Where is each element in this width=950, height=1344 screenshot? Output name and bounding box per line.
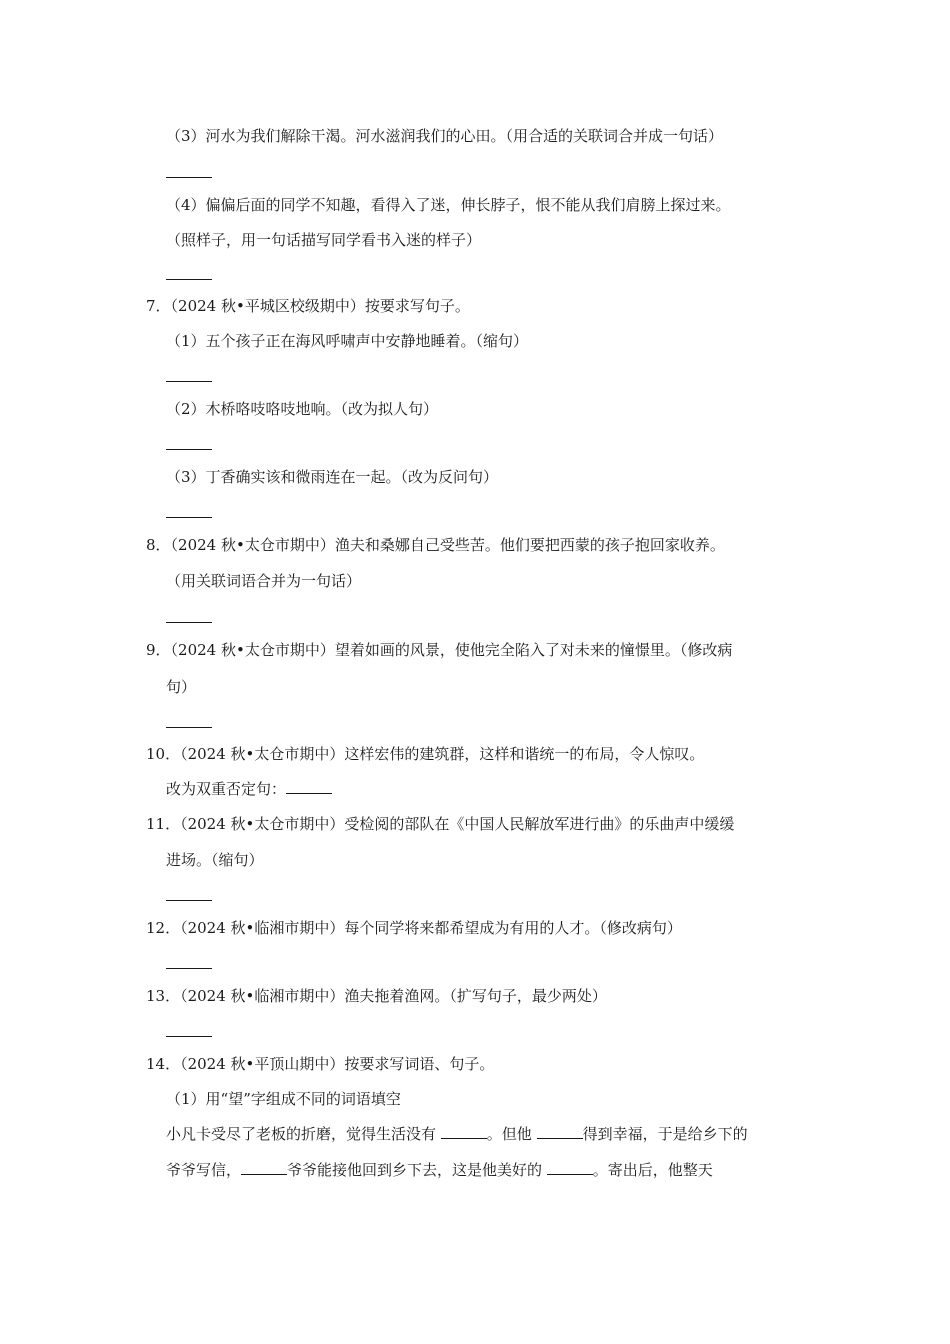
q6-3-text: （3）河水为我们解除干渴。河水滋润我们的心田。（用合适的关联词合并成一句话） [166, 127, 724, 145]
q14-1-text: （1）用“望”字组成不同的词语填空 [166, 1090, 401, 1108]
answer-blank[interactable] [166, 900, 212, 901]
q10-instruction-label: 改为双重否定句： [166, 780, 287, 798]
q14-passage-line1 [166, 1124, 748, 1144]
q7-3-text: （3）丁香确实该和微雨连在一起。（改为反问句） [166, 468, 499, 486]
q8-text: 8．（2024 秋•太仓市期中）渔夫和桑娜自己受些苦。他们要把西蒙的孩子抱回家收养。 [146, 536, 725, 554]
q7-1-text: （1）五个孩子正在海风呼啸声中安静地睡着。（缩句） [166, 332, 529, 350]
answer-blank[interactable] [166, 177, 212, 178]
answer-blank[interactable] [166, 517, 212, 518]
q8-instruction: （用关联词语合并为一句话） [166, 572, 362, 590]
answer-blank[interactable] [166, 968, 212, 969]
answer-blank[interactable] [166, 1036, 212, 1037]
passage-text: 。寄出后，他整天 [592, 1161, 713, 1179]
passage-text: 。但他 [486, 1125, 537, 1143]
answer-blank[interactable] [166, 279, 212, 280]
q7-heading: 7．（2024 秋•平城区校级期中）按要求写句子。 [146, 297, 470, 315]
answer-blank[interactable] [166, 727, 212, 728]
q6-4-instruction: （照样子，用一句话描写同学看书入迷的样子） [166, 231, 482, 249]
passage-text: 爷爷能接他回到乡下去，这是他美好的 [287, 1161, 547, 1179]
answer-blank[interactable] [441, 1124, 487, 1139]
q9-text-cont: 句） [166, 678, 197, 696]
q6-4-text: （4）偏偏后面的同学不知趣，看得入了迷，伸长脖子，恨不能从我们肩膀上探过来。 [166, 196, 731, 214]
answer-blank[interactable] [166, 622, 212, 623]
passage-text: 小凡卡受尽了老板的折磨，觉得生活没有 [166, 1125, 441, 1143]
q14-heading: 14．（2024 秋•平顶山期中）按要求写词语、句子。 [146, 1055, 495, 1073]
q14-passage-line2 [166, 1160, 713, 1180]
q9-text: 9．（2024 秋•太仓市期中）望着如画的风景，使他完全陷入了对未来的憧憬里。（修改病 [146, 641, 733, 659]
q12-text: 12．（2024 秋•临湘市期中）每个同学将来都希望成为有用的人才。（修改病句） [146, 919, 682, 937]
answer-blank[interactable] [547, 1160, 593, 1175]
passage-text: 爷爷写信， [166, 1161, 242, 1179]
q11-text-cont: 进场。（缩句） [166, 851, 264, 869]
passage-text: 得到幸福，于是给乡下的 [582, 1125, 748, 1143]
q10-instruction [166, 779, 332, 799]
q10-text: 10．（2024 秋•太仓市期中）这样宏伟的建筑群，这样和谐统一的布局，令人惊叹。 [146, 745, 705, 763]
q7-2-text: （2）木桥咯吱咯吱地响。（改为拟人句） [166, 400, 439, 418]
answer-blank[interactable] [166, 449, 212, 450]
answer-blank[interactable] [537, 1124, 583, 1139]
q13-text: 13．（2024 秋•临湘市期中）渔夫拖着渔网。（扩写句子，最少两处） [146, 987, 607, 1005]
answer-blank[interactable] [166, 381, 212, 382]
answer-blank[interactable] [286, 779, 332, 794]
q11-text: 11．（2024 秋•太仓市期中）受检阅的部队在《中国人民解放军进行曲》的乐曲声中缓缓 [146, 815, 735, 833]
answer-blank[interactable] [241, 1160, 287, 1175]
